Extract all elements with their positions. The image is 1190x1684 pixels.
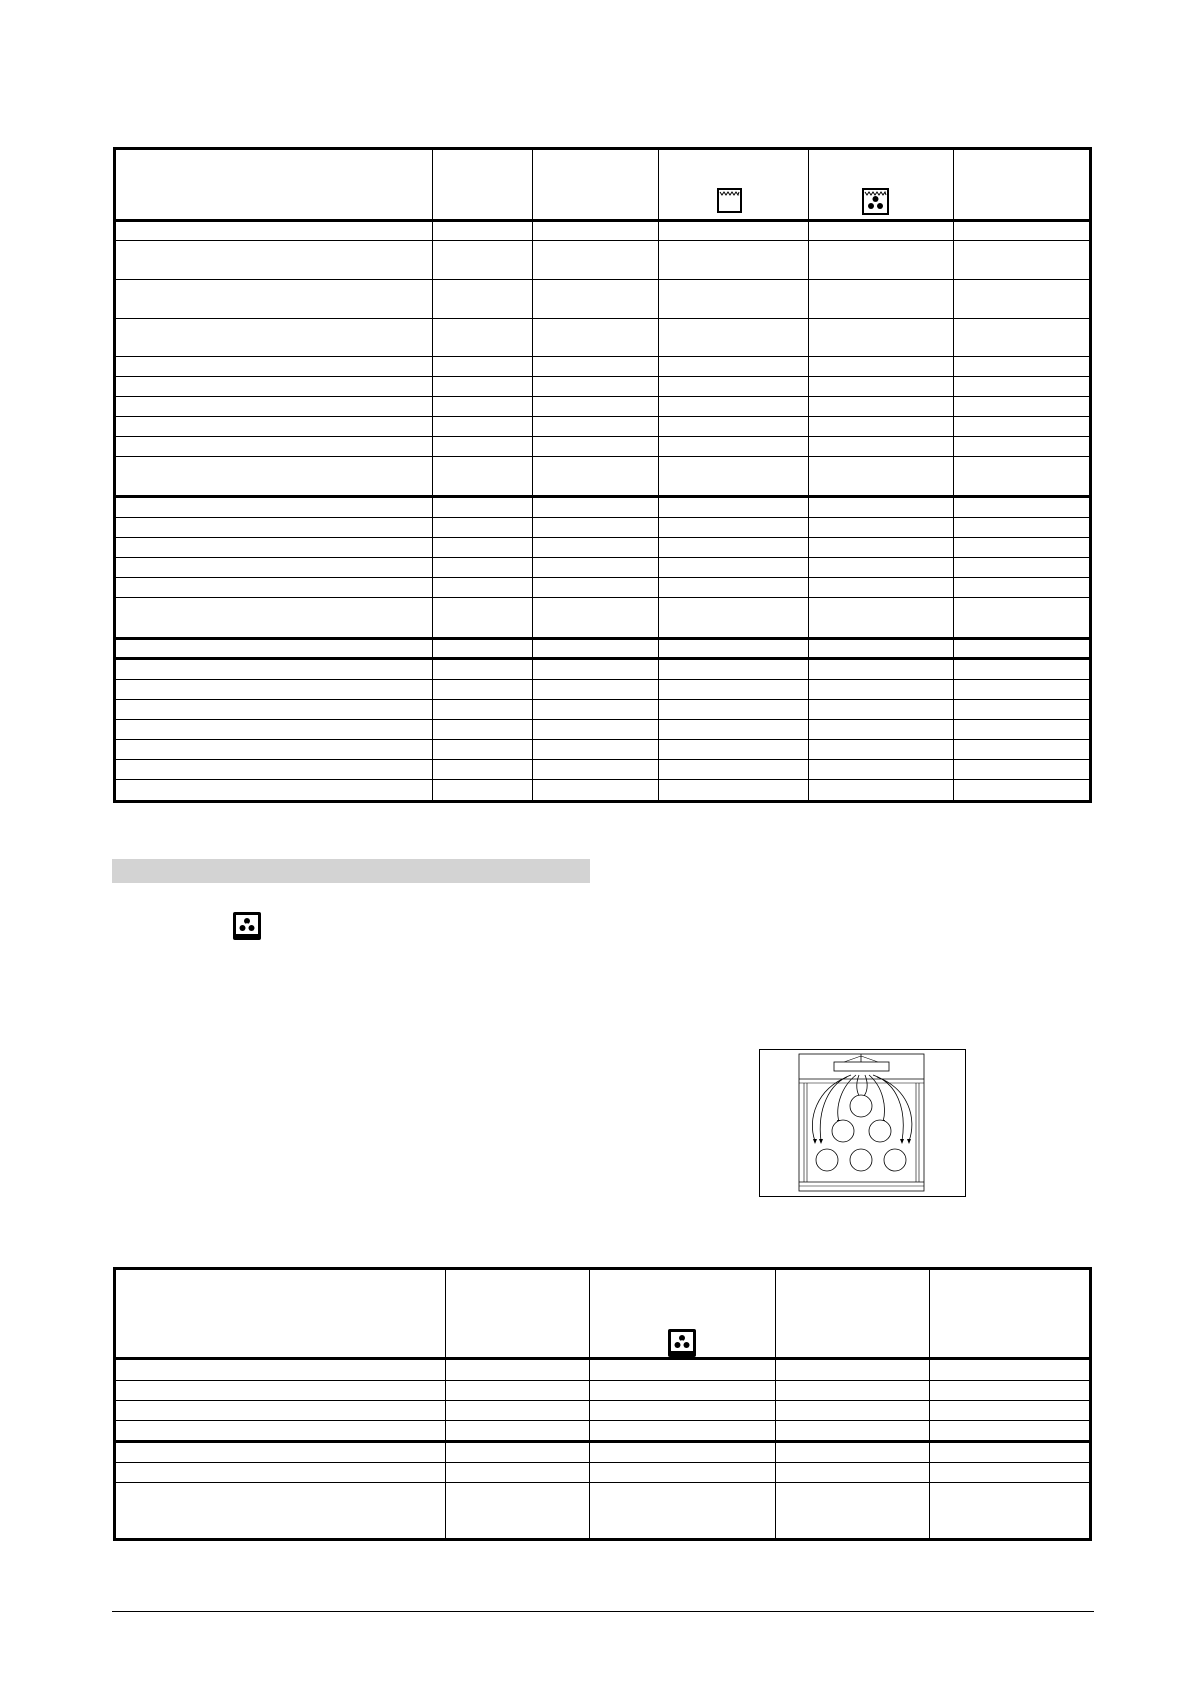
table-row-rule	[116, 1462, 1089, 1463]
table-row-rule	[116, 739, 1089, 740]
table-group-rule	[116, 637, 1089, 640]
fan-oven-icon	[668, 1329, 696, 1357]
table-row-rule	[116, 1482, 1089, 1483]
table-row-rule	[116, 759, 1089, 760]
fan-oven-icon	[233, 912, 261, 940]
table-column-divider	[445, 1270, 446, 1538]
table-column-divider	[775, 1270, 776, 1538]
fan-oven-airflow-diagram	[759, 1049, 966, 1197]
cooking-table-1	[113, 147, 1092, 803]
table-row-rule	[116, 240, 1089, 241]
table-group-rule	[116, 657, 1089, 660]
table-row-rule	[116, 416, 1089, 417]
fan-oven-icon	[862, 188, 889, 215]
table-row-rule	[116, 557, 1089, 558]
table-column-divider	[929, 1270, 930, 1538]
conventional-oven-icon	[717, 188, 742, 213]
table-row-rule	[116, 279, 1089, 280]
footer-rule	[112, 1611, 1094, 1612]
table-row-rule	[116, 719, 1089, 720]
table-column-divider	[532, 150, 533, 800]
table-row-rule	[116, 1400, 1089, 1401]
table-row-rule	[116, 396, 1089, 397]
table-column-divider	[953, 150, 954, 800]
cooking-table-2	[113, 1267, 1092, 1541]
table-row-rule	[116, 318, 1089, 319]
table-column-divider	[808, 150, 809, 800]
table-row-rule	[116, 1420, 1089, 1421]
table-column-divider	[589, 1270, 590, 1538]
table-row-rule	[116, 356, 1089, 357]
table-column-divider	[658, 150, 659, 800]
table-row-rule	[116, 597, 1089, 598]
table-row-rule	[116, 577, 1089, 578]
table-row-rule	[116, 779, 1089, 780]
table-row-rule	[116, 537, 1089, 538]
table-row-rule	[116, 517, 1089, 518]
table-row-rule	[116, 376, 1089, 377]
table-header-rule	[116, 219, 1089, 222]
table-group-rule	[116, 1440, 1089, 1443]
table-header-rule	[116, 1357, 1089, 1360]
table-row-rule	[116, 1380, 1089, 1381]
table-row-rule	[116, 679, 1089, 680]
table-row-rule	[116, 699, 1089, 700]
table-row-rule	[116, 436, 1089, 437]
section-heading-bar	[112, 859, 590, 883]
table-group-rule	[116, 495, 1089, 498]
table-row-rule	[116, 456, 1089, 457]
table-column-divider	[432, 150, 433, 800]
